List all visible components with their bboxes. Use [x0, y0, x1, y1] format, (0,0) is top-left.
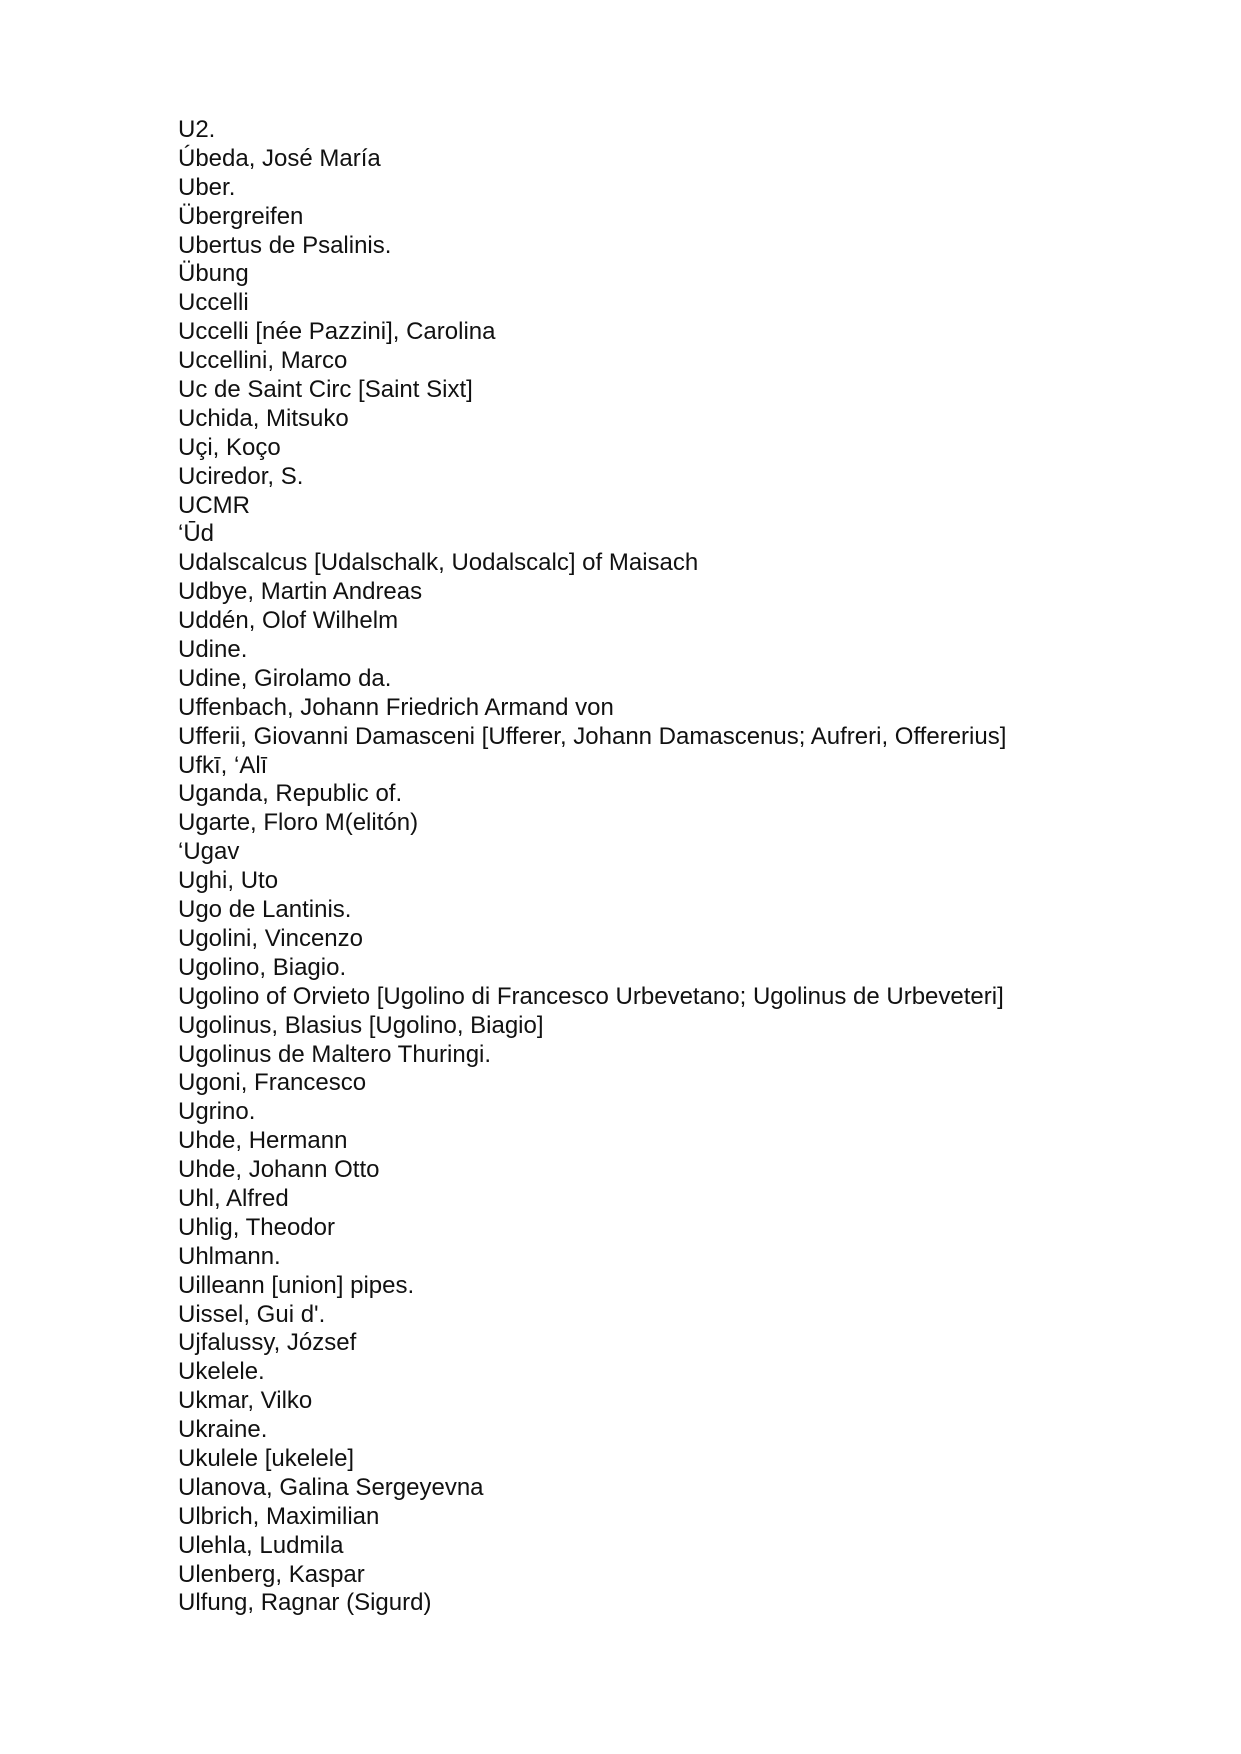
- index-entry: Uçi, Koço: [178, 433, 281, 461]
- index-entry: Ukelele.: [178, 1358, 265, 1386]
- index-entry: Ujfalussy, József: [178, 1329, 357, 1357]
- index-entry: Ufferii, Giovanni Damasceni [Ufferer, Johann Damascenus; Aufreri, Offererius]: [178, 722, 1007, 750]
- index-entry: Uhlig, Theodor: [178, 1213, 335, 1241]
- index-entry: Uc de Saint Circ [Saint Sixt]: [178, 376, 473, 404]
- index-entry: Ulenberg, Kaspar: [178, 1560, 365, 1588]
- index-entry: Uccelli [née Pazzini], Carolina: [178, 318, 496, 346]
- index-entry: Uilleann [union] pipes.: [178, 1271, 415, 1299]
- index-entry: Ughi, Uto: [178, 867, 279, 895]
- index-entry: Uhde, Hermann: [178, 1127, 348, 1155]
- index-entry: Udine.: [178, 636, 248, 664]
- index-entry: Übergreifen: [178, 202, 304, 230]
- index-entry: Ukulele [ukelele]: [178, 1444, 355, 1472]
- index-entry: Uissel, Gui d'.: [178, 1300, 326, 1328]
- index-entry: Ufkī, ‘Alī: [178, 751, 268, 779]
- index-entry: Ukmar, Vilko: [178, 1387, 313, 1415]
- index-entry: Uhde, Johann Otto: [178, 1156, 380, 1184]
- index-entry: Udalscalcus [Udalschalk, Uodalscalc] of Maisach: [178, 549, 699, 577]
- index-entry: Uccellini, Marco: [178, 347, 348, 375]
- index-entry: Uciredor, S.: [178, 462, 304, 490]
- index-entry: Ulfung, Ragnar (Sigurd): [178, 1589, 432, 1617]
- index-entry: Ugolino of Orvieto [Ugolino di Francesco Urbevetano; Ugolinus de Urbeveteri]: [178, 982, 1004, 1010]
- index-entry: Uganda, Republic of.: [178, 780, 403, 808]
- index-entry: Uhl, Alfred: [178, 1184, 289, 1212]
- index-entry: Ugolino, Biagio.: [178, 953, 347, 981]
- index-entry: Ulehla, Ludmila: [178, 1531, 344, 1559]
- index-entry: U2.: [178, 116, 216, 143]
- index-entry: Ulbrich, Maximilian: [178, 1502, 380, 1530]
- index-entry: Übung: [178, 260, 249, 288]
- index-entry: Uddén, Olof Wilhelm: [178, 607, 399, 635]
- index-entry: Úbeda, José María: [178, 144, 381, 172]
- index-entry: Udbye, Martin Andreas: [178, 578, 423, 606]
- index-entry-list: [178, 116, 1006, 1618]
- index-entry: Ugarte, Floro M(elitón): [178, 809, 419, 837]
- index-entry: Ugoni, Francesco: [178, 1069, 367, 1097]
- index-entry: Uber.: [178, 173, 236, 201]
- index-entry: UCMR: [178, 491, 250, 519]
- index-entry: Ugolinus, Blasius [Ugolino, Biagio]: [178, 1011, 544, 1039]
- index-entry: Uchida, Mitsuko: [178, 404, 349, 432]
- index-entry: Udine, Girolamo da.: [178, 664, 392, 692]
- index-entry: Ulanova, Galina Sergeyevna: [178, 1473, 484, 1501]
- index-entry: ‘Ugav: [178, 838, 240, 866]
- index-entry: Ukraine.: [178, 1416, 268, 1444]
- index-entry: ‘Ūd: [178, 520, 215, 548]
- index-entry: Ugo de Lantinis.: [178, 896, 352, 924]
- index-entry: Ugrino.: [178, 1098, 256, 1126]
- index-entry: Ugolinus de Maltero Thuringi.: [178, 1040, 492, 1068]
- index-entry: Ubertus de Psalinis.: [178, 231, 392, 259]
- index-entry: Uccelli: [178, 289, 249, 317]
- index-entry: Ugolini, Vincenzo: [178, 924, 364, 952]
- index-entry: Uffenbach, Johann Friedrich Armand von: [178, 693, 614, 721]
- index-entry: Uhlmann.: [178, 1242, 281, 1270]
